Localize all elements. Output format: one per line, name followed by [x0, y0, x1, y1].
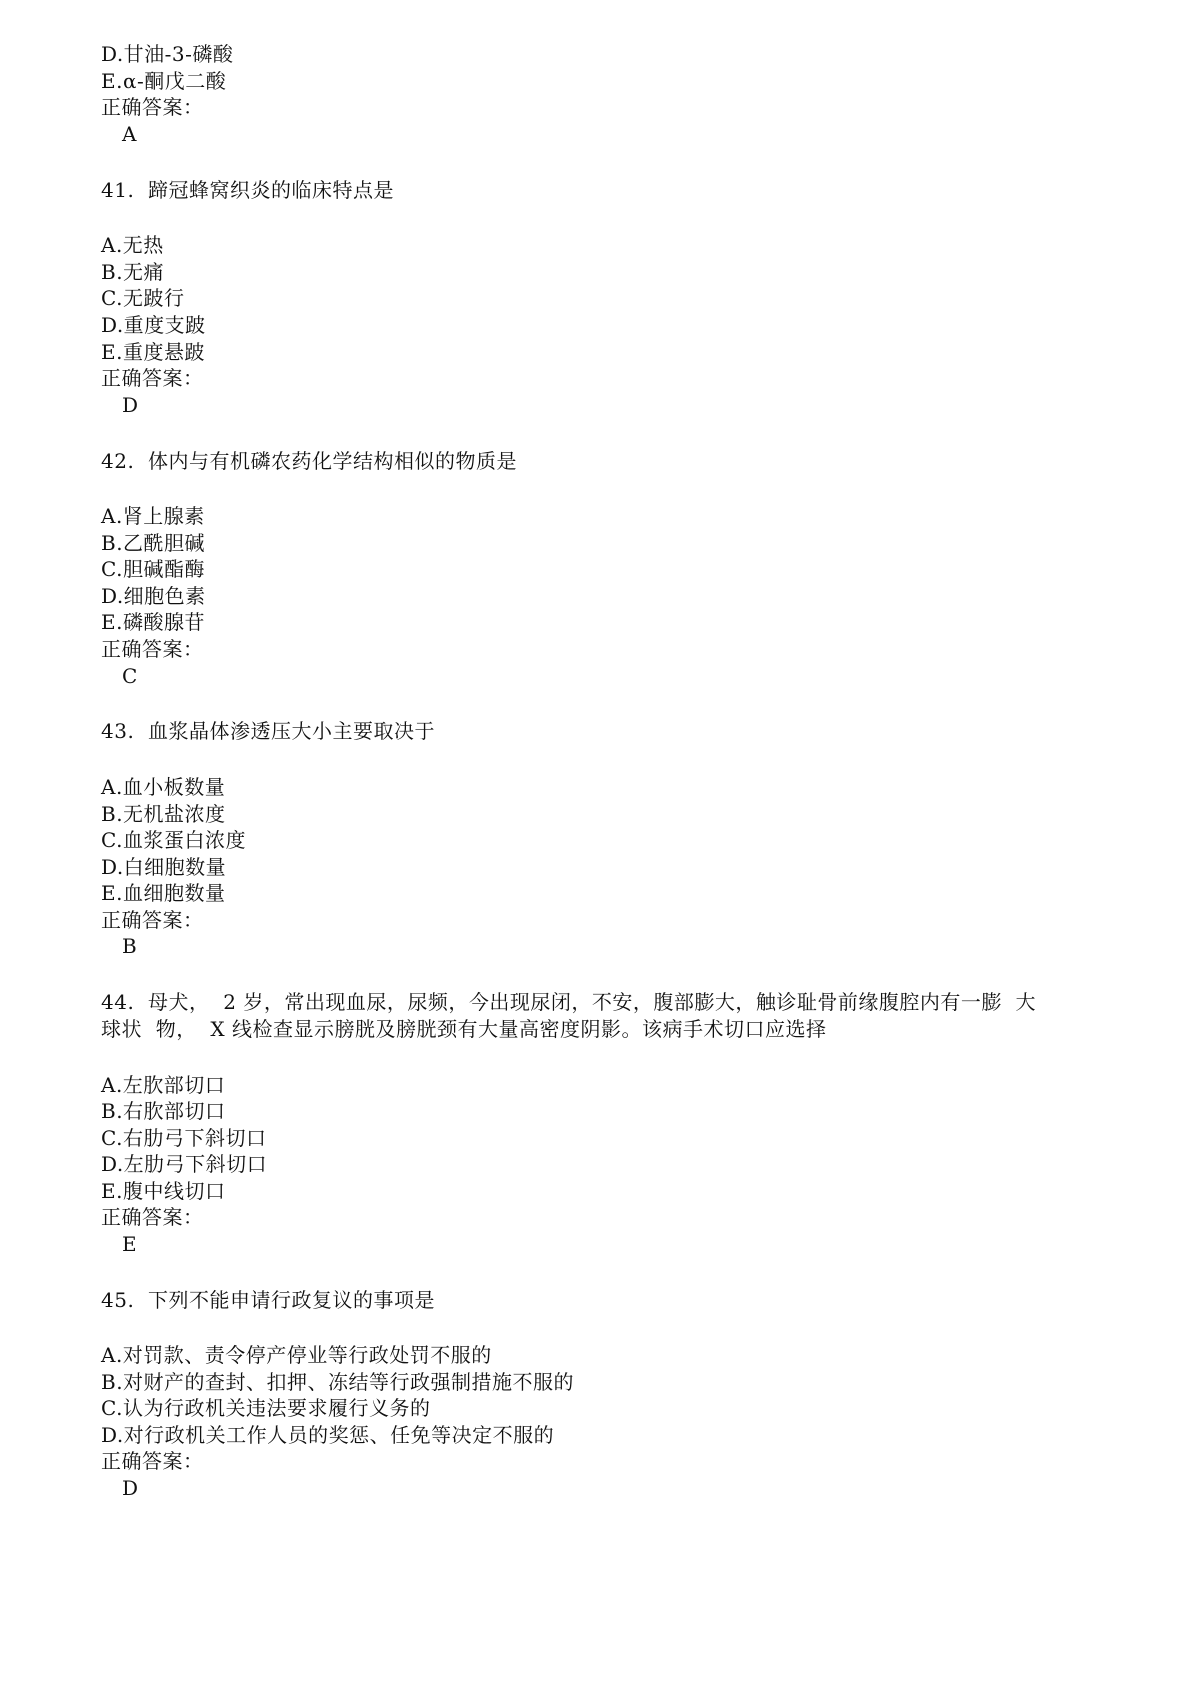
answer-value: A: [122, 122, 137, 146]
q42-option-c: C.胆碱酯酶: [101, 557, 205, 581]
q42-option-a: A.肾上腺素: [101, 504, 205, 528]
q43-answer: B: [122, 934, 138, 958]
q43-option-b: B.无机盐浓度: [101, 802, 226, 826]
q45-option-a: A.对罚款、责令停产停业等行政处罚不服的: [101, 1343, 492, 1367]
q41-option-d: D.重度支跛: [101, 313, 206, 337]
q42-answer: C: [122, 664, 138, 688]
answer-label: 正确答案：: [101, 95, 204, 119]
q41-option-a: A.无热: [101, 233, 164, 257]
option-e: E.α-酮戊二酸: [101, 69, 227, 93]
q41-option-b: B.无痛: [101, 260, 165, 284]
q41-option-c: C.无跛行: [101, 286, 185, 310]
q45-option-d: D.对行政机关工作人员的奖惩、任免等决定不服的: [101, 1423, 555, 1447]
q45-option-b: B.对财产的查封、扣押、冻结等行政强制措施不服的: [101, 1370, 575, 1394]
q44-answer-label: 正确答案：: [101, 1205, 204, 1229]
q42-option-e: E.磷酸腺苷: [101, 610, 205, 634]
question-43: 43. 血浆晶体渗透压大小主要取决于: [101, 719, 436, 743]
q42-answer-label: 正确答案：: [101, 637, 204, 661]
option-d: D.甘油-3-磷酸: [101, 42, 234, 66]
q43-option-a: A.血小板数量: [101, 775, 226, 799]
q44-option-a: A.左肷部切口: [101, 1073, 226, 1097]
q41-option-e: E.重度悬跛: [101, 340, 205, 364]
q44-option-c: C.右肋弓下斜切口: [101, 1126, 267, 1150]
question-45: 45. 下列不能申请行政复议的事项是: [101, 1288, 436, 1312]
q43-option-c: C.血浆蛋白浓度: [101, 828, 246, 852]
q44-answer: E: [122, 1232, 138, 1256]
q45-answer: D: [122, 1476, 139, 1500]
q44-option-b: B.右肷部切口: [101, 1099, 226, 1123]
question-44-line-1: 44. 母犬， 2 岁，常出现血尿，尿频，今出现尿闭，不安，腹部膨大，触诊耻骨前缘腹腔内有一膨 大: [101, 990, 1037, 1014]
q43-option-d: D.白细胞数量: [101, 855, 227, 879]
q45-option-c: C.认为行政机关违法要求履行义务的: [101, 1396, 431, 1420]
q41-answer-label: 正确答案：: [101, 366, 204, 390]
q43-answer-label: 正确答案：: [101, 908, 204, 932]
question-41: 41. 蹄冠蜂窝织炎的临床特点是: [101, 178, 395, 202]
q43-option-e: E.血细胞数量: [101, 881, 226, 905]
q45-answer-label: 正确答案：: [101, 1449, 204, 1473]
question-42: 42. 体内与有机磷农药化学结构相似的物质是: [101, 449, 518, 473]
q41-answer: D: [122, 393, 139, 417]
q44-option-e: E.腹中线切口: [101, 1179, 226, 1203]
q44-option-d: D.左肋弓下斜切口: [101, 1152, 268, 1176]
question-44-line-2: 球状 物， X 线检查显示膀胱及膀胱颈有大量高密度阴影。该病手术切口应选择: [101, 1017, 827, 1041]
q42-option-d: D.细胞色素: [101, 584, 206, 608]
q42-option-b: B.乙酰胆碱: [101, 531, 206, 555]
